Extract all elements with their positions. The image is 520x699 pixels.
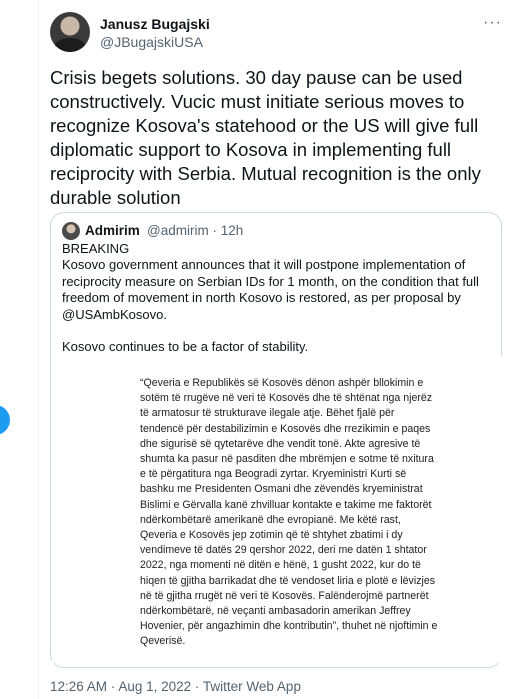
tweet-text: Crisis begets solutions. 30 day pause can be used constructively. Vucic must initiate serious moves to recognize Kosova's statehood or the US will give full diplomatic support to Kosova in implementing full reciprocity with Serbia. Mutual recognition is the only durable solution	[50, 67, 481, 208]
tweet-time[interactable]: 12:26 AM	[50, 679, 108, 694]
quoted-note: Kosovo continues to be a factor of stability.	[62, 339, 309, 355]
tweet-date[interactable]: Aug 1, 2022	[118, 679, 192, 694]
quoted-author-name: Admirim	[85, 223, 140, 238]
compose-tweet-button[interactable]	[0, 405, 10, 435]
quoted-text: BREAKING Kosovo government announces that it will postpone implementation of reciprocity measure on Serbian IDs for 1 month, on the condition that full freedom of movement in north Kosovo is restored, as per proposal by @USAmbKosovo.	[62, 241, 479, 322]
quoted-time: 12h	[220, 223, 244, 238]
quoted-tweet[interactable]	[50, 212, 502, 668]
footer-separator: ·	[191, 679, 203, 694]
author-avatar[interactable]	[50, 12, 90, 52]
statement-image[interactable]	[52, 356, 502, 663]
tweet-footer	[50, 679, 301, 694]
tweet-header	[50, 0, 518, 64]
tweet	[50, 0, 518, 694]
more-options-icon[interactable]: ···	[483, 14, 502, 31]
tweet-source: Twitter Web App	[202, 679, 301, 694]
meta-separator: ·	[212, 223, 217, 238]
quoted-author-meta	[147, 223, 243, 238]
footer-separator: ·	[107, 679, 119, 694]
statement-text: “Qeveria e Republikës së Kosovës dënon ashpër bllokimin e sotëm të rrugëve në veri të Kosovës dhe të shtënat nga njerëz të armatosur të strukturave ilegale atje. Bëhet fjalë për tendencë për destabilizimin e Kosovës dhe rrezikimin e paqes dhe sigurisë së qytetarëve dhe vendit tonë. Akte agresive të shumta ka pasur në pasditen dhe mbrëmjen e sotme të nxitura e të përgatitura nga Beogradi zyrtar. Kryeministri Kurti së bashku me Presidenten Osmani dhe zëvendës kryeministrat Bislimi e Gërvalla kanë zhvilluar kontakte e takime me faktorët ndërkombëtarë amerikanë dhe evropianë. Me këtë rast, Qeveria e Kosovës jep zotimin që të shtyhet zbatimi i dy vendimeve të datës 29 qershor 2022, deri me datën 1 shtator 2022, nga momenti në ditën e hënë, 1 gusht 2022, kur do të hiqen të gjitha barrikadat dhe të vendoset liria e plotë e lëvizjes në të gjitha rrugët në veri të Kosovës. Falënderojmë partnerët ndërkombëtarë, në veçanti ambasadorin amerikan Jeffrey Hovenier, për angazhimin dhe kontributin”, thuhet në njoftimin e Qeverisë.	[140, 377, 438, 648]
quoted-author-handle: @admirim	[147, 223, 209, 238]
author-display-name[interactable]: Janusz Bugajski	[100, 16, 210, 32]
quoted-body	[62, 241, 494, 355]
author-handle[interactable]: @JBugajskiUSA	[100, 34, 203, 50]
timeline-divider	[38, 0, 39, 699]
quoted-author-avatar	[62, 222, 80, 240]
